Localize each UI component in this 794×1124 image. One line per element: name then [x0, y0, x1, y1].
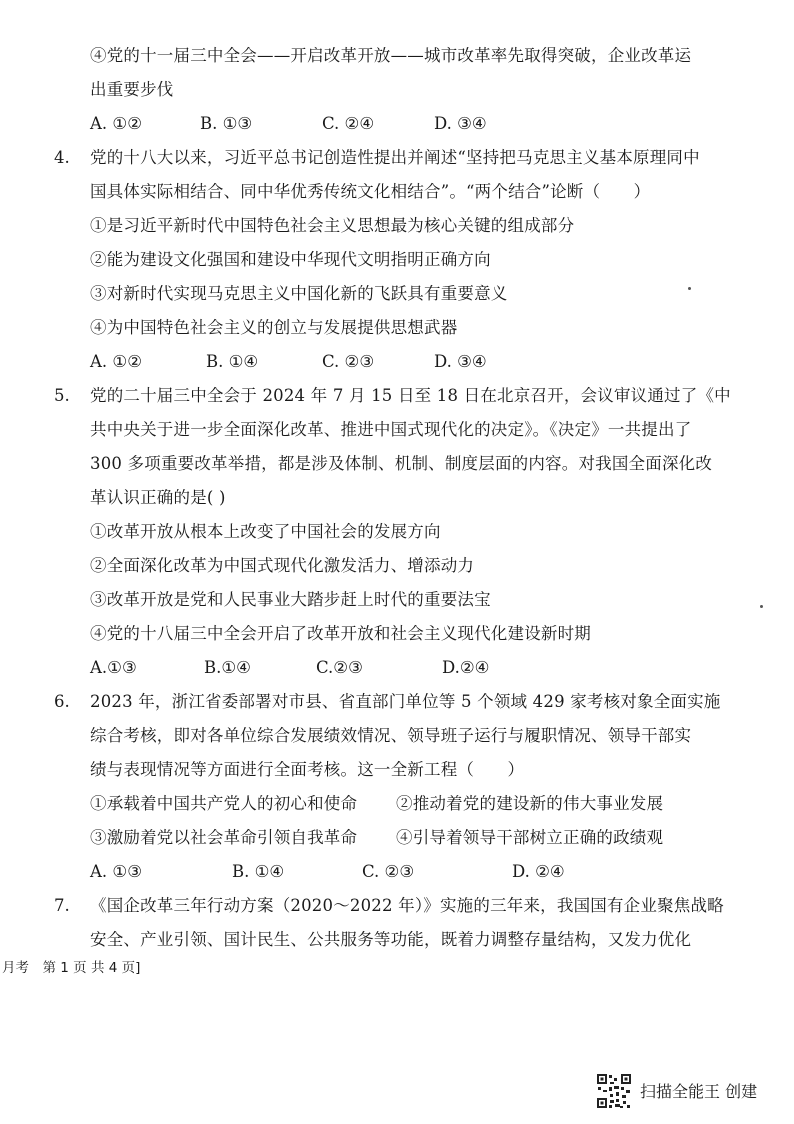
question-4-item-2: ②能为建设文化强国和建设中华现代文明指明正确方向 — [90, 250, 491, 269]
scan-speck — [760, 605, 763, 608]
question-6-item-4: ④引导着领导干部树立正确的政绩观 — [396, 828, 664, 847]
question-5-stem-line3: 300 多项重要改革举措，都是涉及体制、机制、制度层面的内容。对我国全面深化改 — [90, 454, 713, 473]
question-7-number: 7. — [54, 896, 70, 915]
prev-option-c: C. ②④ — [322, 114, 375, 133]
question-5-option-c: C.②③ — [316, 658, 363, 677]
question-6-item-3: ③激励着党以社会革命引领自我革命 — [90, 828, 358, 847]
question-6-number: 6. — [54, 692, 70, 711]
question-6-item-2: ②推动着党的建设新的伟大事业发展 — [396, 794, 664, 813]
question-5-item-1: ①改革开放从根本上改变了中国社会的发展方向 — [90, 522, 441, 541]
question-6-item-1: ①承载着中国共产党人的初心和使命 — [90, 794, 358, 813]
question-5-stem-line2: 共中央关于进一步全面深化改革、推进中国式现代化的决定》。《决定》一共提出了 — [90, 420, 692, 439]
question-5-item-2: ②全面深化改革为中国式现代化激发活力、增添动力 — [90, 556, 475, 575]
prev-item-4-line2: 出重要步伐 — [90, 80, 174, 99]
question-4-number: 4. — [54, 148, 70, 167]
prev-option-a: A. ①② — [90, 114, 142, 133]
prev-option-d: D. ③④ — [434, 114, 487, 133]
question-4-option-c: C. ②③ — [322, 352, 375, 371]
question-6-option-c: C. ②③ — [362, 862, 415, 881]
question-4-option-a: A. ①② — [90, 352, 142, 371]
prev-option-b: B. ①③ — [200, 114, 253, 133]
scan-speck — [688, 287, 691, 290]
qr-code-icon — [596, 1073, 632, 1109]
question-6-option-d: D. ②④ — [512, 862, 565, 881]
question-4-option-b: B. ①④ — [206, 352, 259, 371]
question-4-item-3: ③对新时代实现马克思主义中国化新的飞跃具有重要意义 — [90, 284, 508, 303]
question-7-stem-line2: 安全、产业引领、国计民生、公共服务等功能，既着力调整存量结构，又发力优化 — [90, 930, 692, 949]
question-7-stem-line1: 《国企改革三年行动方案（2020～2022 年）》实施的三年来，我国国有企业聚焦战略 — [90, 896, 724, 915]
question-5-item-4: ④党的十八届三中全会开启了改革开放和社会主义现代化建设新时期 — [90, 624, 591, 643]
question-5-option-b: B.①④ — [204, 658, 251, 677]
question-4-item-4: ④为中国特色社会主义的创立与发展提供思想武器 — [90, 318, 458, 337]
question-5-number: 5. — [54, 386, 70, 405]
question-6-option-a: A. ①③ — [90, 862, 142, 881]
question-4-item-1: ①是习近平新时代中国特色社会主义思想最为核心关键的组成部分 — [90, 216, 575, 235]
question-5-stem-line1: 党的二十届三中全会于 2024 年 7 月 15 日至 18 日在北京召开，会议审议通过了《中 — [90, 386, 731, 405]
question-5-item-3: ③改革开放是党和人民事业大踏步赶上时代的重要法宝 — [90, 590, 491, 609]
question-6-stem-line3: 绩与表现情况等方面进行全面考核。这一全新工程（ ） — [90, 760, 525, 779]
scanner-brand-label: 扫描全能王 创建 — [640, 1082, 758, 1101]
question-5-option-d: D.②④ — [442, 658, 490, 677]
question-5-option-a: A.①③ — [90, 658, 137, 677]
question-4-stem-line2: 国具体实际相结合、同中华优秀传统文化相结合”。“两个结合”论断（ ） — [90, 182, 651, 201]
question-4-option-d: D. ③④ — [434, 352, 487, 371]
question-4-stem-line1: 党的十八大以来，习近平总书记创造性提出并阐述“坚持把马克思主义基本原理同中 — [90, 148, 700, 167]
prev-item-4-line1: ④党的十一届三中全会——开启改革开放——城市改革率先取得突破，企业改革运 — [90, 46, 692, 65]
page-footer: 月考 第 1 页 共 4 页] — [2, 960, 141, 976]
question-5-stem-line4: 革认识正确的是( ) — [90, 488, 226, 507]
question-6-stem-line1: 2023 年，浙江省委部署对市县、省直部门单位等 5 个领域 429 家考核对象全面实施 — [90, 692, 721, 711]
question-6-stem-line2: 综合考核，即对各单位综合发展绩效情况、领导班子运行与履职情况、领导干部实 — [90, 726, 692, 745]
question-6-option-b: B. ①④ — [232, 862, 285, 881]
